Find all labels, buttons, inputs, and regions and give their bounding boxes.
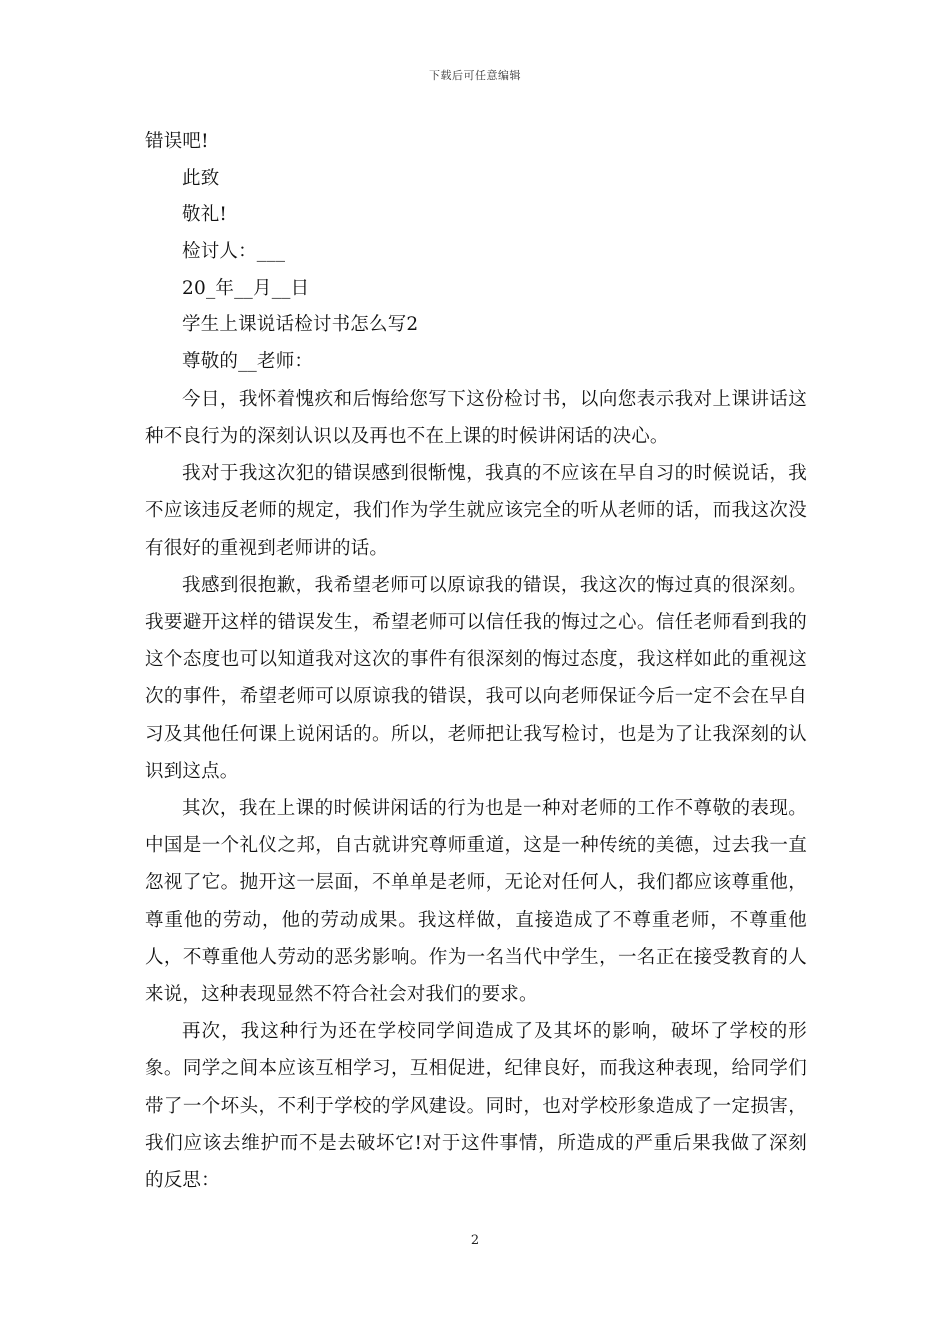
salutation-jingli: 敬礼! <box>182 204 228 226</box>
body-paragraph-1: 今日，我怀着愧疚和后悔给您写下这份检讨书，以向您表示我对上课讲话这种不良行为的深刻认识以及再也不在上课的时候讲闲话的决心。 <box>145 388 807 448</box>
document-body <box>145 124 807 1199</box>
page-header-note: 下载后可任意编辑 <box>429 69 521 82</box>
body-paragraph-2: 我对于我这次犯的错误感到很惭愧，我真的不应该在早自习的时候说话，我不应该违反老师的规定，我们作为学生就应该完全的听从老师的话，而我这次没有很好的重视到老师讲的话。 <box>145 463 807 559</box>
body-paragraph-4: 其次，我在上课的时候讲闲话的行为也是一种对老师的工作不尊敬的表现。中国是一个礼仪之邦，自古就讲究尊师重道，这是一种传统的美德，过去我一直忽视了它。抛开这一层面，不单单是老师，无论对任何人，我们都应该尊重他，尊重他的劳动，他的劳动成果。我这样做，直接造成了不尊重老师，不尊重他人，不尊重他人劳动的恶劣影响。作为一名当代中学生，一名正在接受教育的人来说，这种表现显然不符合社会对我们的要求。 <box>145 798 807 1006</box>
salutation-cizhi: 此致 <box>182 167 220 189</box>
date-line: 20_年__月__日 <box>182 277 310 299</box>
page-number: 2 <box>470 1233 480 1248</box>
body-paragraph-3: 我感到很抱歉，我希望老师可以原谅我的错误，我这次的悔过真的很深刻。我要避开这样的错误发生，希望老师可以信任我的悔过之心。信任老师看到我的这个态度也可以知道我对这次的事件有很深刻的悔过态度，我这样如此的重视这次的事件，希望老师可以原谅我的错误，我可以向老师保证今后一定不会在早自习及其他任何课上说闲话的。所以，老师把让我写检讨，也是为了让我深刻的认识到这点。 <box>145 574 807 782</box>
signer-line: 检讨人：___ <box>182 241 286 263</box>
letter-greeting: 尊敬的__老师： <box>182 351 314 373</box>
letter-title: 学生上课说话检讨书怎么写2 <box>182 314 419 336</box>
closing-fragment: 错误吧! <box>145 131 209 152</box>
body-paragraph-5: 再次，我这种行为还在学校同学间造成了及其坏的影响，破坏了学校的形象。同学之间本应该互相学习，互相促进，纪律良好，而我这种表现，给同学们带了一个坏头，不利于学校的学风建设。同时，也对学校形象造成了一定损害，我们应该去维护而不是去破坏它!对于这件事情，所造成的严重后果我做了深刻的反思： <box>145 1021 807 1192</box>
